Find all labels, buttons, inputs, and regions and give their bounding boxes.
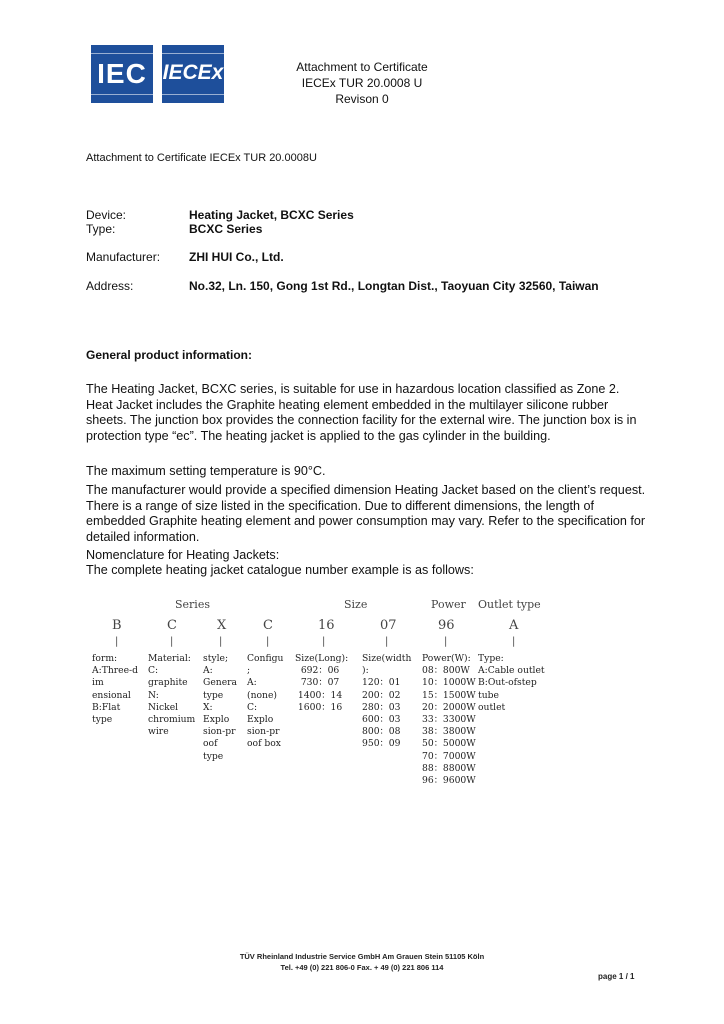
header-cert-number: IECEx TUR 20.0008 U [301, 76, 423, 90]
address-label: Address: [86, 279, 134, 293]
iecex-logo [162, 45, 224, 103]
attachment-subtitle: Attachment to Certificate IECEx TUR 20.0008U [86, 152, 317, 164]
column-outlet-type: Type: A:Cable outlet B:Out-ofstep tube outlet [478, 653, 545, 713]
group-label-outlet-type: Outlet type [478, 598, 541, 611]
type-value: BCXC Series [189, 222, 263, 236]
column-size-width: Size(width ): 120：01 200：02 280：03 600：03 800：08 950：09 [362, 653, 412, 750]
paragraph-nomenclature-title: Nomenclature for Heating Jackets: [86, 548, 280, 562]
code-c-material: C [167, 618, 177, 633]
column-form: form: A:Three-d im ensional B:Flat type [92, 653, 139, 726]
iec-logo [91, 45, 153, 103]
device-label: Device: [86, 208, 127, 222]
group-label-series: Series [175, 598, 210, 611]
pipe-07: | [385, 636, 389, 647]
page-number: page 1 / 1 [598, 972, 635, 981]
footer-address: TÜV Rheinland Industrie Service GmbH Am Grauen Stein 51105 Köln [239, 952, 485, 961]
type-label: Type: [86, 222, 116, 236]
code-a: A [509, 618, 519, 633]
group-label-size: Size [344, 598, 368, 611]
iec-logo-text: IEC [97, 58, 147, 89]
general-info-heading: General product information: [86, 348, 253, 362]
code-x: X [217, 618, 227, 633]
manufacturer-value: ZHI HUI Co., Ltd. [189, 250, 284, 264]
column-style: style; A: Genera type X: Explo sion-pr oof type [203, 653, 238, 762]
code-c-config: C [263, 618, 273, 633]
manufacturer-label: Manufacturer: [86, 250, 161, 264]
paragraph-dimensions: The manufacturer would provide a specified dimension Heating Jacket based on the client’s request. There is a range of size listed in the specification. Due to different dimensions, the length of embedded Graphite heating element and power consumption may vary. Refer to the specification for detailed information. [86, 483, 646, 544]
device-value: Heating Jacket, BCXC Series [189, 208, 354, 222]
pipe-c-config: | [266, 636, 270, 647]
pipe-x: | [219, 636, 223, 647]
header-revision: Revison 0 [335, 92, 389, 106]
column-configuration: Configu ; A: (none) C: Explo sion-pr oof box [247, 653, 284, 750]
column-power: Power(W): 08：800W 10：1000W 15：1500W 20：2000W 33：3300W 38：3800W 50：5000W 70：7000W 88：8800W 96：9600W [422, 653, 476, 787]
header-title: Attachment to Certificate [296, 60, 428, 74]
iecex-logo-text: IECEx [162, 61, 224, 84]
code-b: B [112, 618, 122, 633]
code-16: 16 [318, 618, 335, 633]
paragraph-catalogue-example: The complete heating jacket catalogue number example is as follows: [86, 563, 474, 577]
paragraph-max-temperature: The maximum setting temperature is 90°C. [86, 464, 326, 478]
pipe-16: | [322, 636, 326, 647]
pipe-b: | [115, 636, 119, 647]
pipe-c-material: | [170, 636, 174, 647]
pipe-a: | [512, 636, 516, 647]
column-size-long: Size(Long): 692：06 730：07 1400：14 1600：16 [295, 653, 349, 713]
group-label-power: Power [431, 598, 466, 611]
code-07: 07 [380, 618, 397, 633]
paragraph-description: The Heating Jacket, BCXC series, is suitable for use in hazardous location classified as Zone 2. Heat Jacket includes the Graphite heating element embedded in the multilayer silicone rubber sheets. The junction box provides the connection facility for the external wire. The junction box is in protection type “ec”. The heating jacket is applied to the gas cylinder in the building. [86, 382, 637, 443]
address-value: No.32, Ln. 150, Gong 1st Rd., Longtan Dist., Taoyuan City 32560, Taiwan [189, 279, 599, 293]
footer-contact: Tel. +49 (0) 221 806-0 Fax. + 49 (0) 221 806 114 [280, 963, 444, 972]
code-96: 96 [438, 618, 455, 633]
column-material: Material: C: graphite N: Nickel chromium wire [148, 653, 196, 738]
pipe-96: | [444, 636, 448, 647]
